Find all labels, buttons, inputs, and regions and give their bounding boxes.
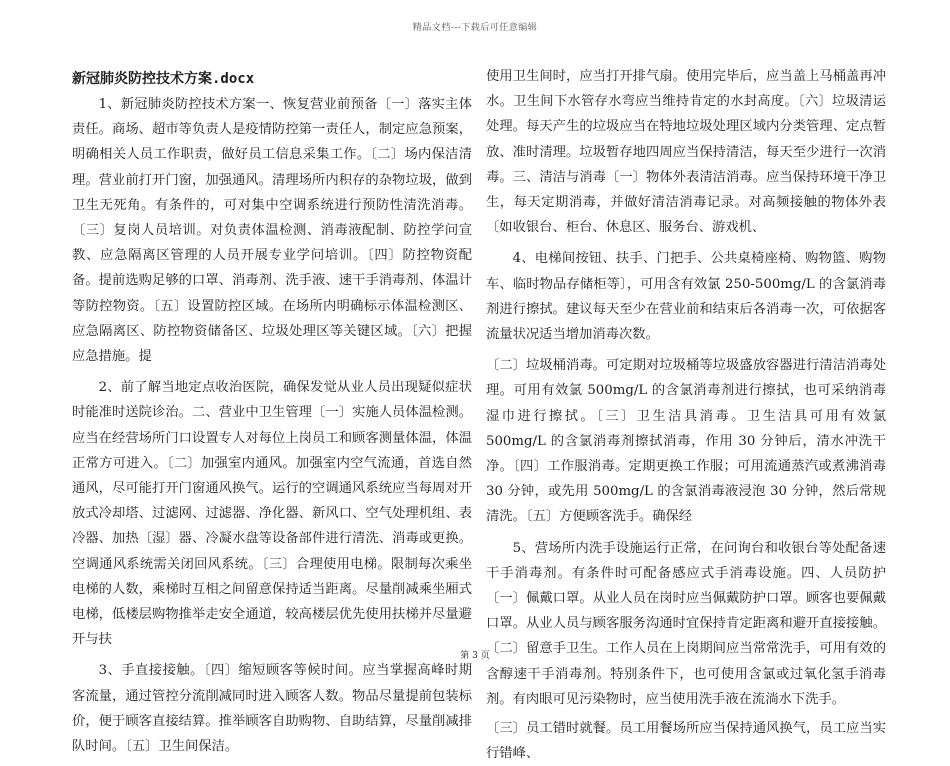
paragraph-1: 1、新冠肺炎防控技术方案一、恢复营业前预备〔一〕落实主体责任。商场、超市等负责人是疫情防控第一责任人，制定应急预案，明确相关人员工作职责，做好员工信息采集工作。〔二〕场内保洁清理。营业前打开门窗，加强通风。清理场所内积存的杂物垃圾，做到卫生无死角。有条件的，可对集中空调系统进行预防性清洗消毒。〔三〕复岗人员培训。对负责体温检测、消毒液配制、防控学问宣教、应急隔离区管理的人员开展专业学问培训。〔四〕防控物资配备。提前选购足够的口罩、消毒剂、洗手液、速干手消毒剂、体温计等防控物资。〔五〕设置防控区域。在场所内明确标示体温检测区、应急隔离区、防控物资储备区、垃圾处理区等关键区域。〔六〕把握应急措施。提	[72, 97, 472, 365]
paragraph-4: 使用卫生间时，应当打开排气扇。使用完毕后，应当盖上马桶盖再冲水。卫生间下水管存水弯应当维持肯定的水封高度。〔六〕垃圾清运处理。每天产生的垃圾应当在特地垃圾处理区域内分类管理、定点暂放、准时清理。垃圾暂存地四周应当保持清洁，每天至少进行一次消毒。三、清洁与消毒〔一〕物体外表清洁消毒。应当保持环境干净卫生，每天定期消毒，并做好清洁消毒记录。对高频接触的物体外表〔如收银台、柜台、休息区、服务台、游戏机、	[486, 69, 886, 236]
paragraph-6: 〔二〕垃圾桶消毒。可定期对垃圾桶等垃圾盛放容器进行清洁消毒处理。可用有效氯 500mg/L 的含氯消毒剂进行擦拭，也可采纳消毒湿巾进行擦拭。〔三〕卫生洁具消毒。卫生洁具可用有效氯 500mg/L 的含氯消毒剂擦拭消毒，作用 30 分钟后，清水冲洗干净。〔四〕工作服消毒。定期更换工作服；可用流通蒸汽或煮沸消毒 30 分钟，或先用 500mg/L 的含氯消毒液浸泡 30 分钟，然后常规清洗。〔五〕方便顾客洗手。确保经	[486, 358, 886, 525]
header-watermark: 精品文档---下载后可任意编辑	[412, 23, 538, 33]
paragraph-2: 2、前了解当地定点收治医院，确保发觉从业人员出现疑似症状时能准时送院诊治。二、营业中卫生管理〔一〕实施人员体温检测。应当在经营场所门口设置专人对每位上岗员工和顾客测量体温，体温正常方可进入。〔二〕加强室内通风。加强室内空气流通，首选自然通风，尽可能打开门窗通风换气。运行的空调通风系统应当每周对开放式冷却塔、过滤网、过滤器、净化器、新风口、空气处理机组、表冷器、加热〔湿〕器、冷凝水盘等设备部件进行清洗、消毒或更换。空调通风系统需关闭回风系统。〔三〕合理使用电梯。限制每次乘坐电梯的人数，乘梯时互相之间留意保持适当距离。尽量削减乘坐厢式电梯，低楼层购物推举走安全通道，较高楼层优先使用扶梯并尽量避开与扶	[72, 380, 472, 648]
document-title: 新冠肺炎防控技术方案.docx	[72, 71, 255, 87]
paragraph-5: 4、电梯间按钮、扶手、门把手、公共桌椅座椅、购物篮、购物车、临时物品存储柜等〕，可用含有效氯 250-500mg/L 的含氯消毒剂进行擦拭。建议每天至少在营业前和结束后各消毒一次，可依据客流量状况适当增加消毒次数。	[486, 251, 886, 343]
page-number: 第 3 页	[460, 651, 490, 661]
paragraph-3: 3、手直接接触。〔四〕缩短顾客等候时间。应当掌握高峰时期客流量，通过管控分流削减同时进入顾客人数。物品尽量提前包装标价，便于顾客直接结算。推举顾客自助购物、自助结算，尽量削减排队时间。〔五〕卫生间保洁。	[72, 663, 472, 755]
paragraph-7: 5、营场所内洗手设施运行正常，在问询台和收银台等处配备速干手消毒剂。有条件时可配备感应式手消毒设施。四、人员防护〔一〕佩戴口罩。从业人员在岗时应当佩戴防护口罩。顾客也要佩戴口罩。从业人员与顾客服务沟通时宜保持肯定距离和避开直接接触。〔二〕留意手卫生。工作人员在上岗期间应当常常洗手，可用有效的含醇速干手消毒剂。特别条件下，也可使用含氯或过氧化氢手消毒剂。有肉眼可见污染物时，应当使用洗手液在流淌水下洗手。	[486, 540, 886, 707]
paragraph-8: 〔三〕员工错时就餐。员工用餐场所应当保持通风换气，员工应当实行错峰、	[486, 721, 886, 762]
